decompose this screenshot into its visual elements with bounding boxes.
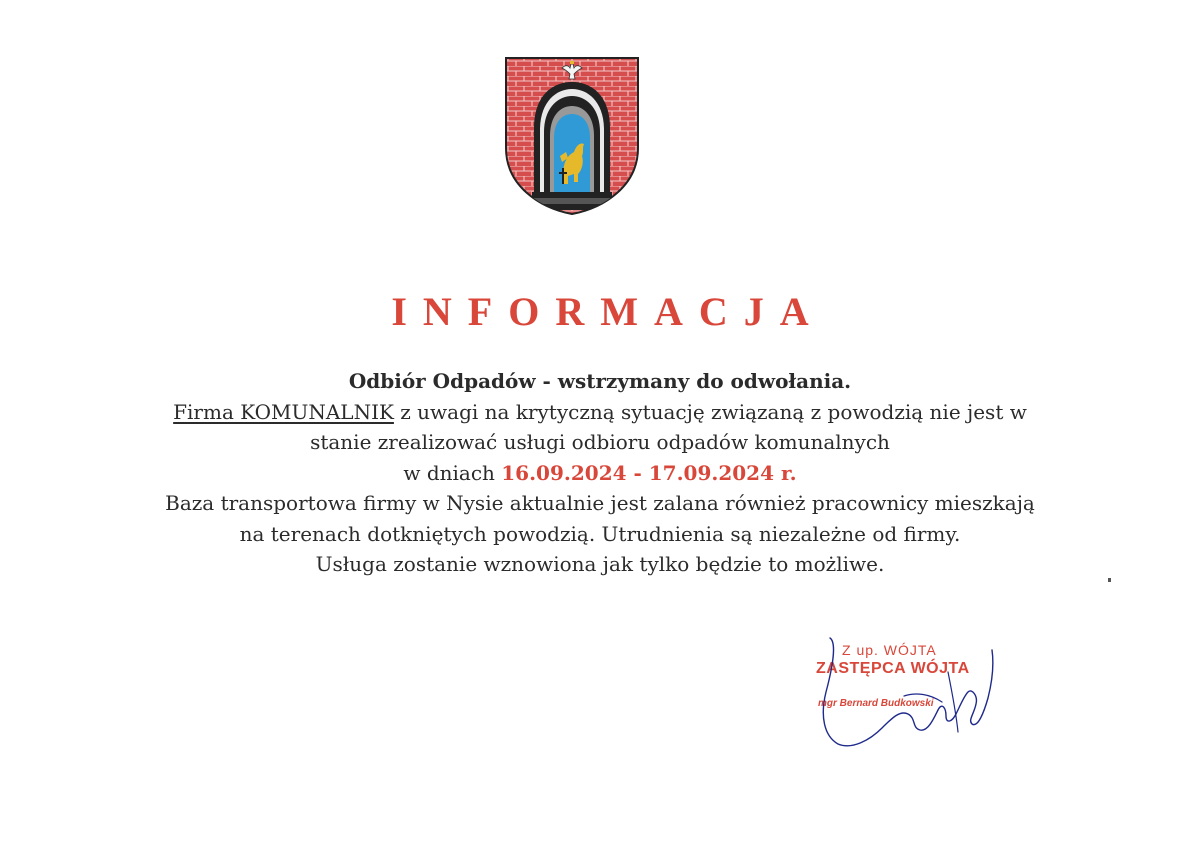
- announcement-line-5: Baza transportowa firmy w Nysie aktualnie jest zalana również pracownicy mieszkają: [165, 491, 1035, 515]
- coat-of-arms-icon: [504, 56, 640, 216]
- firm-name: Firma KOMUNALNIK: [173, 399, 394, 424]
- stamp-line-2: ZASTĘPCA WÓJTA: [816, 660, 970, 677]
- scan-speck: [1108, 578, 1111, 582]
- page-title: INFORMACJA: [391, 289, 825, 334]
- announcement-dates-line: [0, 458, 1200, 489]
- stamp-line-1: Z up. WÓJTA: [842, 642, 937, 658]
- announcement-heading: Odbiór Odpadów - wstrzymany do odwołania.: [348, 369, 852, 393]
- announcement-body: [0, 366, 1200, 580]
- handwritten-signature: [808, 632, 1008, 762]
- dates-range: 16.09.2024 - 17.09.2024 r.: [501, 460, 797, 485]
- dates-prefix: w dniach: [403, 460, 502, 485]
- line-2-rest: z uwagi na krytyczną sytuację związaną z powodzią nie jest w: [393, 399, 1027, 424]
- announcement-line-7: Usługa zostanie wznowiona jak tylko będzie to możliwe.: [315, 552, 885, 576]
- announcement-line-6: na terenach dotkniętych powodzią. Utrudnienia są niezależne od firmy.: [239, 521, 961, 546]
- official-stamp: [808, 632, 1008, 762]
- announcement-line-2: [0, 397, 1200, 428]
- stamp-line-3: mgr Bernard Budkowski: [818, 698, 934, 709]
- announcement-line-3: stanie zrealizować usługi odbioru odpadów komunalnych: [310, 430, 890, 454]
